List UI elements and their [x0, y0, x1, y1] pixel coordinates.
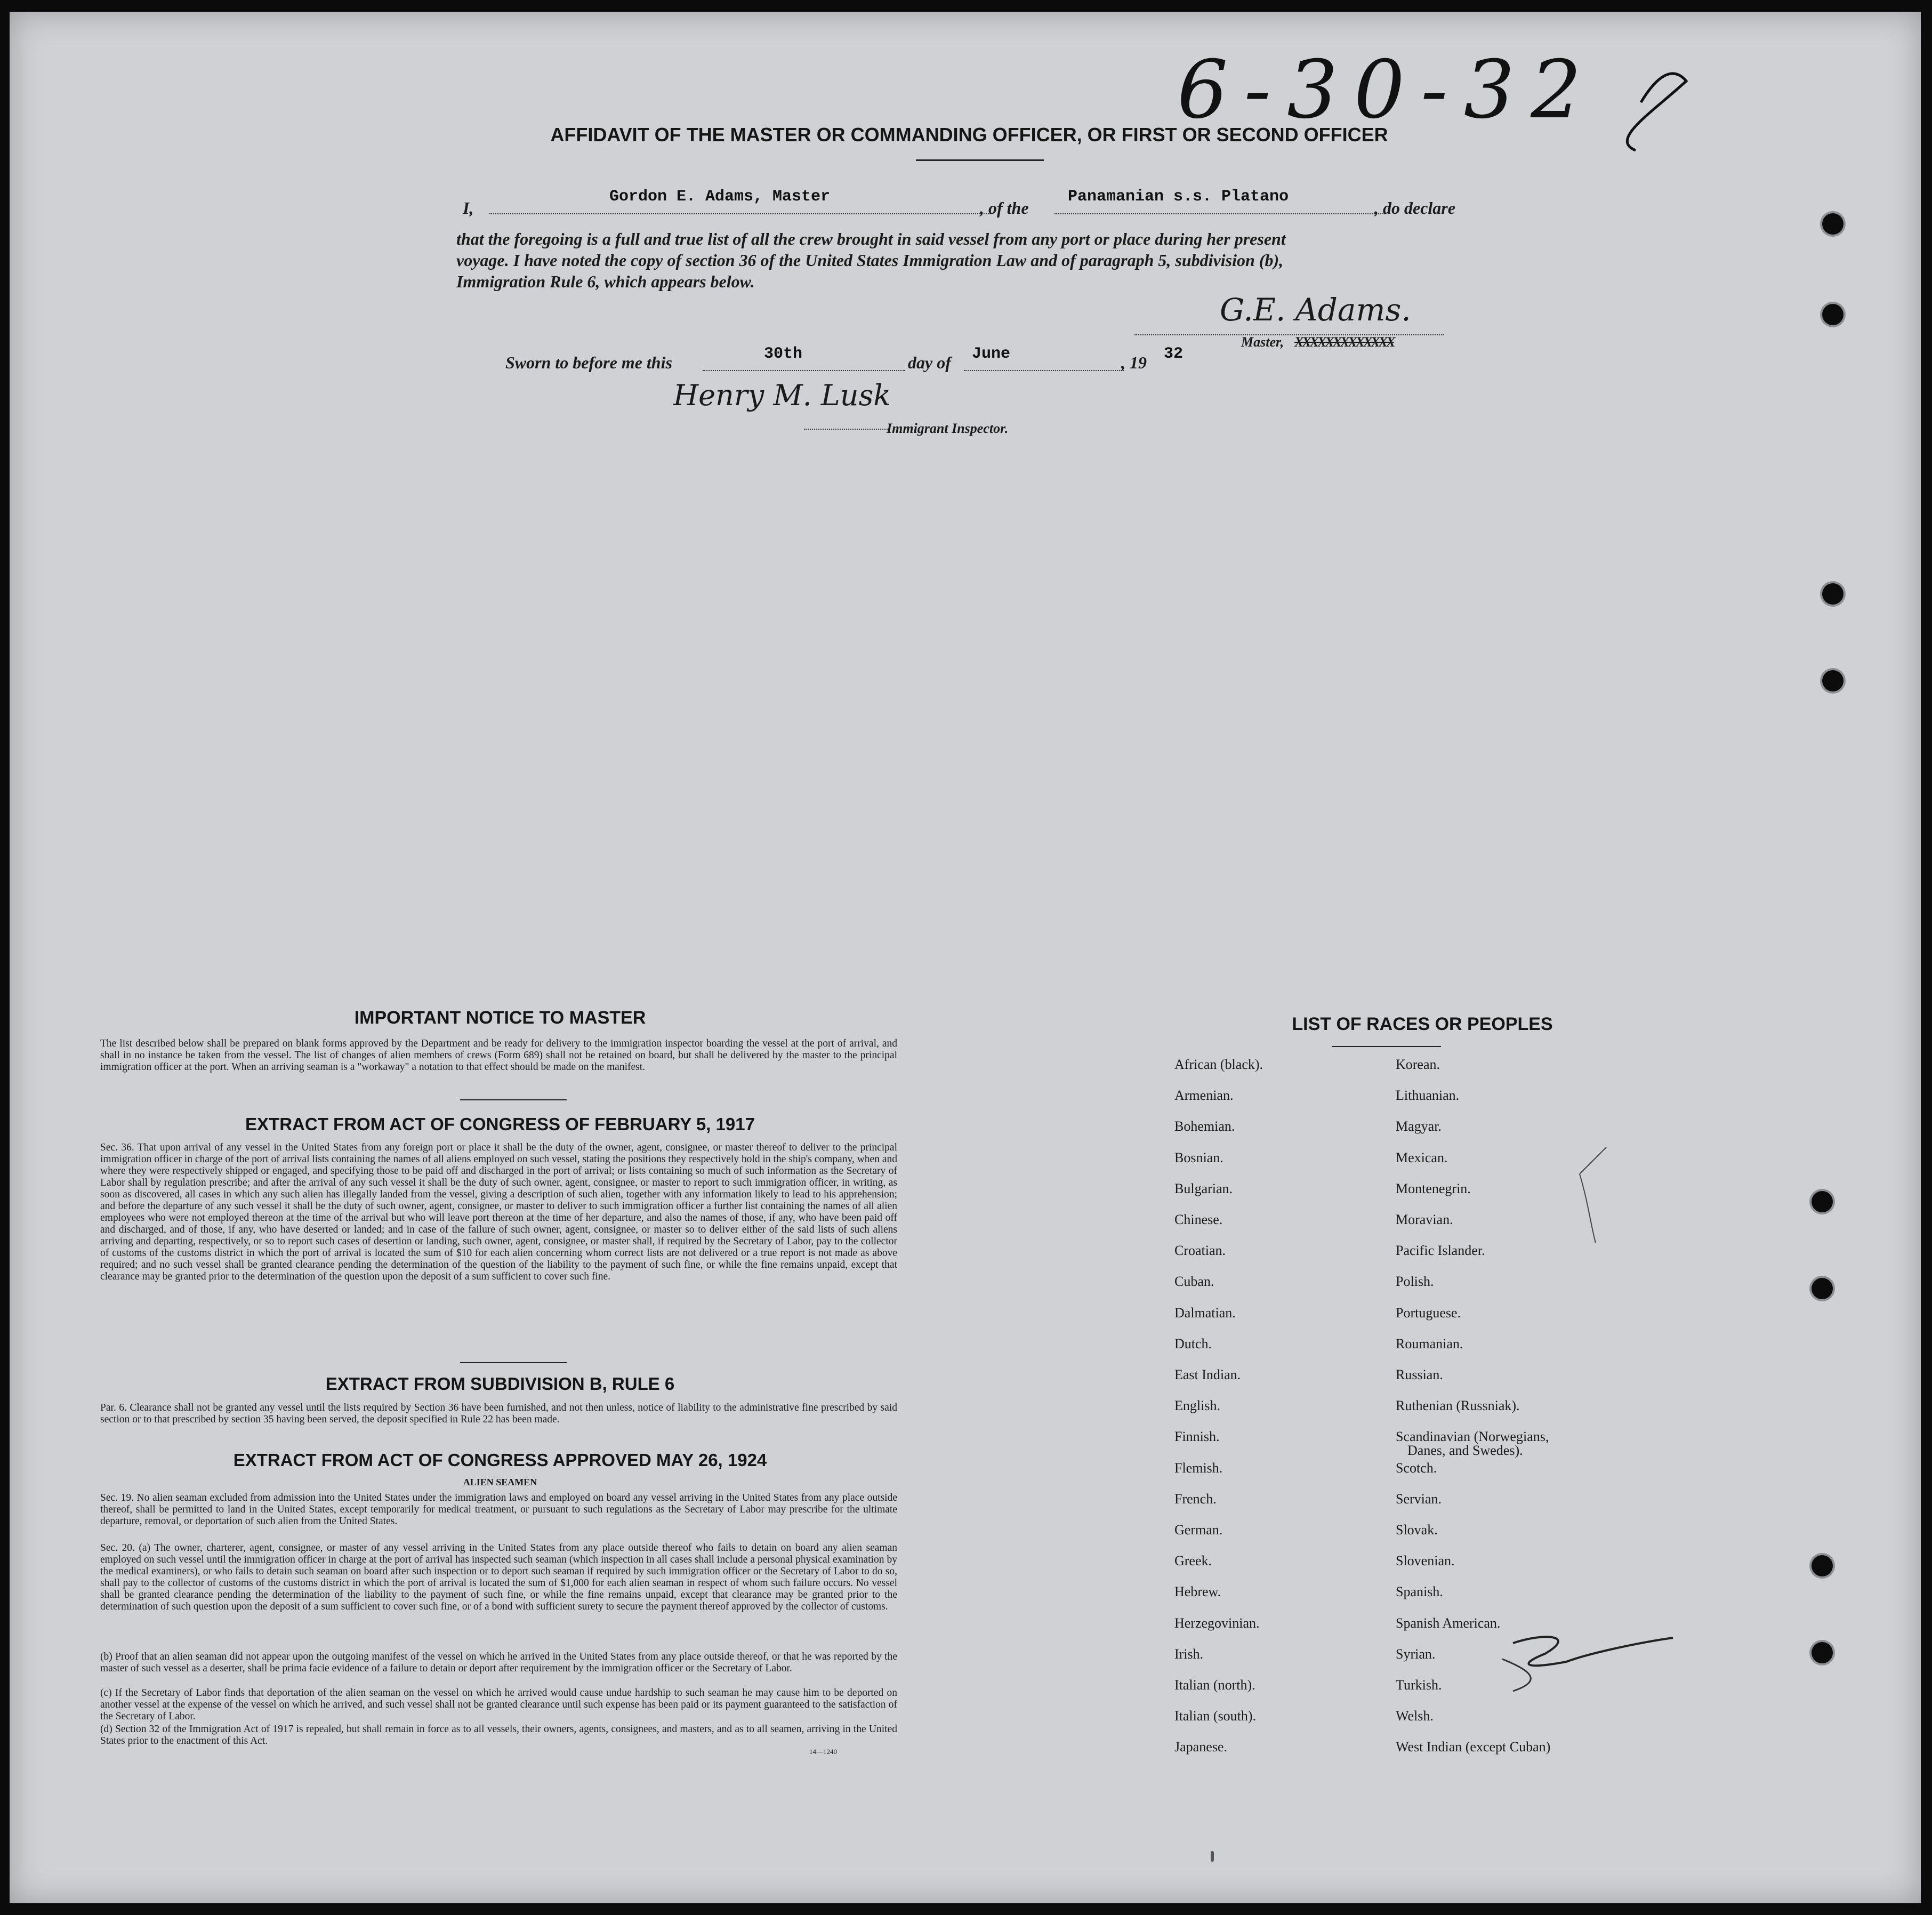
race-right-item: Spanish.	[1396, 1584, 1443, 1600]
race-left-item: Bosnian.	[1174, 1149, 1223, 1165]
race-right-item: Ruthenian (Russniak).	[1396, 1398, 1520, 1414]
notice-title: IMPORTANT NOTICE TO MASTER	[354, 1008, 646, 1028]
race-right-item: Korean.	[1396, 1057, 1440, 1072]
race-left-item: Bulgarian.	[1174, 1180, 1233, 1196]
inspector-label: Immigrant Inspector.	[887, 421, 1009, 436]
sec-20b-text: (b) Proof that an alien seaman did not appear upon the outgoing manifest of the vessel on which he arrived in the United States from any place outside thereof, or that he was reported by the master of such vessel as a deserter, shall be prima facie evidence of a failure to detain or deport after requirement by the immigration officer or the Secretary of Labor.	[100, 1651, 897, 1674]
do-declare-label: , do declare	[1374, 198, 1455, 218]
of-the-label: , of the	[980, 198, 1029, 218]
extract-1917-title: EXTRACT FROM ACT OF CONGRESS OF FEBRUARY 5, 1917	[245, 1114, 755, 1134]
extract-1924-title: EXTRACT FROM ACT OF CONGRESS APPROVED MAY 26, 1924	[233, 1450, 767, 1470]
race-left-item: Italian (south).	[1174, 1708, 1257, 1724]
race-right-item: Pacific Islander.	[1396, 1243, 1485, 1259]
race-right-item: Russian.	[1396, 1367, 1443, 1382]
handwritten-file-number: 6-30-32	[1177, 44, 1598, 136]
race-right-item: West Indian (except Cuban)	[1396, 1739, 1551, 1755]
sworn-label: Sworn to before me this	[505, 353, 672, 372]
race-right-item: Servian.	[1396, 1491, 1442, 1507]
race-left-item: Cuban.	[1174, 1274, 1214, 1290]
race-left-item: Irish.	[1174, 1646, 1204, 1662]
master-label: Master,	[1241, 334, 1284, 350]
pencil-marks	[10, 12, 1921, 1903]
race-left-item: Hebrew.	[1174, 1584, 1221, 1600]
race-right-item: Scandinavian (Norwegians,	[1396, 1429, 1549, 1445]
race-left-item: English.	[1174, 1398, 1220, 1414]
race-right-item: Roumanian.	[1396, 1335, 1463, 1351]
alien-seamen-subtitle: ALIEN SEAMEN	[463, 1477, 537, 1487]
race-left-item: French.	[1174, 1491, 1217, 1507]
race-right-item: Moravian.	[1396, 1212, 1453, 1227]
sworn-day-field: 30th	[764, 345, 803, 363]
master-name-field: Gordon E. Adams, Master	[609, 188, 831, 206]
races-title: LIST OF RACES OR PEOPLES	[1292, 1014, 1553, 1034]
page-crease-mark	[1211, 1851, 1214, 1862]
race-left-item: Italian (north).	[1174, 1677, 1255, 1693]
race-left-item: Armenian.	[1174, 1088, 1234, 1104]
race-left-item: Dutch.	[1174, 1335, 1212, 1351]
day-of-label: day of	[908, 353, 951, 372]
race-left-item: Croatian.	[1174, 1243, 1226, 1259]
inspector-signature: Henry M. Lusk	[673, 379, 891, 412]
race-right-item: Polish.	[1396, 1274, 1434, 1290]
affidavit-title: AFFIDAVIT OF THE MASTER OR COMMANDING OFFICER, OR FIRST OR SECOND OFFICER	[550, 124, 1388, 146]
race-left-item: Greek.	[1174, 1553, 1212, 1569]
race-right-item: Portuguese.	[1396, 1305, 1461, 1321]
race-right-item: Spanish American.	[1396, 1615, 1501, 1631]
race-left-item: Finnish.	[1174, 1429, 1220, 1445]
race-left-item: German.	[1174, 1522, 1223, 1538]
race-right-item: Slovak.	[1396, 1522, 1438, 1538]
race-right-item: Welsh.	[1396, 1708, 1434, 1724]
race-right-item: Syrian.	[1396, 1646, 1436, 1662]
sec-20c-text: (c) If the Secretary of Labor finds that deportation of the alien seaman on the vessel on which he arrived would cause undue hardship to such seaman he may cause him to be deported on another vessel at the expense of the vessel on which he arrived, and such vessel shall not be granted clearance until such expense has been paid or its payment guaranteed to the satisfaction of the Secretary of Labor.	[100, 1687, 897, 1722]
affidavit-line-3: voyage. I have noted the copy of section 36 of the United States Immigration Law and of paragraph 5, subdivision (b),	[456, 251, 1284, 270]
year-field: 32	[1164, 345, 1184, 363]
race-left-item: East Indian.	[1174, 1367, 1241, 1382]
race-left-item: African (black).	[1174, 1057, 1263, 1072]
notice-body: The list described below shall be prepared on blank forms approved by the Department and be ready for delivery to the immigration inspector boarding the vessel at the port of arrival, and shall in no instance be taken from the vessel. The list of changes of alien members of crews (Form 689) shall not be retained on board, but shall be delivered by the master to the principal immigration officer at the port. When an arriving seaman is a "workaway" a notation to that effect should be made on the manifest.	[100, 1038, 897, 1073]
form-number: 14—1240	[809, 1748, 837, 1756]
race-right-item: Turkish.	[1396, 1677, 1442, 1693]
race-scandinavian-continuation: Danes, and Swedes).	[1407, 1443, 1523, 1458]
vessel-name-field: Panamanian s.s. Platano	[1068, 188, 1289, 206]
race-left-item: Flemish.	[1174, 1460, 1223, 1476]
year-prefix-label: , 19	[1121, 353, 1147, 372]
document-page	[10, 12, 1921, 1903]
affidavit-line-4: Immigration Rule 6, which appears below.	[456, 272, 755, 291]
sec-19-text: Sec. 19. No alien seaman excluded from admission into the United States under the immigration laws and employed on board any vessel arriving in the United States from any place outside thereof, shall be permitted to land in the United States, except temporarily for medical treatment, or pursuant to such regulations as the Secretary of Labor may prescribe for the ultimate departure, removal, or deportation of such alien from the United States.	[100, 1492, 897, 1527]
master-signature: G.E. Adams.	[1220, 292, 1411, 328]
extract-1917-body: Sec. 36. That upon arrival of any vessel in the United States from any foreign port or place it shall be the duty of the owner, agent, consignee, or master thereof to deliver to the principal immigration officer in charge of the port of arrival lists containing the names of all aliens employed on such vessel, stating the positions they respectively hold in the ship's company, when and where they were respectively shipped or engaged, and specifying those to be paid off and discharged in the port of arrival; or lists containing so much of such information as the Secretary of Labor shall by regulation prescribe; and after the arrival of any such vessel it shall be the duty of such owner, agent, consignee, or master to report to such immigration officer, in writing, as soon as discovered, all cases in which any such alien has illegally landed from the vessel, giving a description of such alien, together with any information likely to lead to his apprehension; and before the departure of any such vessel it shall be the duty of such owner, agent, consignee, or master to deliver to such immigration officer a further list containing the names of all alien employees who were not employed thereon at the time of the arrival but who will leave port thereon at the time of her departure, and also the names of those, if any, who have been paid off and discharged, and of those, if any, who have deserted or landed; and in case of the failure of such owner, agent, consignee, or master so to deliver either of the said lists of such aliens arriving and departing, respectively, or so to report such cases of desertion or landing, such owner, agent, consignee, or master shall, if required by the Secretary of Labor, pay to the collector of customs of the customs district in which the port of arrival is located the sum of $10 for each alien concerning whom correct lists are not delivered or a true report is not made as above required; and no such vessel shall be granted clearance pending the determination of the question of the liability to the payment of such fine, or while the fine remains unpaid, except that clearance may be granted prior to the determination of the question upon the deposit of a sum sufficient to cover such fine.	[100, 1142, 897, 1282]
race-right-item: Slovenian.	[1396, 1553, 1455, 1569]
sec-20a-text: Sec. 20. (a) The owner, charterer, agent, consignee, or master of any vessel arriving in the United States from any place outside thereof who fails to detain on board any alien seaman employed on such vessel until the immigration officer in charge at the port of arrival has inspected such seaman (which inspection in all cases shall include a personal physical examination by the medical examiners), or who fails to detain such seaman on board after such inspection or to deport such seaman if required by such immigration officer or the Secretary of Labor to do so, shall pay to the collector of customs of the customs district in which the port of arrival is located the sum of $1,000 for each alien seaman in respect of whom such failure occurs. No vessel shall be granted clearance pending the determination of the liability to the payment of such fine, or while the fine remains unpaid, except that clearance may be granted prior to the determination of such question upon the deposit of a sum sufficient to cover such fine, or of a bond with sufficient surety to secure the payment thereof approved by the collector of customs.	[100, 1542, 897, 1612]
race-right-item: Montenegrin.	[1396, 1180, 1471, 1196]
race-left-item: Bohemian.	[1174, 1119, 1235, 1134]
race-left-item: Dalmatian.	[1174, 1305, 1236, 1321]
race-right-item: Mexican.	[1396, 1149, 1448, 1165]
sec-20d-text: (d) Section 32 of the Immigration Act of 1917 is repealed, but shall remain in force as to all vessels, their owners, agents, consignees, and masters, and as to all seamen, arriving in the United States prior to the enactment of this Act.	[100, 1724, 897, 1747]
race-left-item: Chinese.	[1174, 1212, 1223, 1227]
struck-title: XXXXXXXXXXXXX	[1294, 334, 1394, 350]
i-label: I,	[463, 198, 474, 218]
sworn-month-field: June	[972, 345, 1011, 363]
affidavit-line-2: that the foregoing is a full and true list of all the crew brought in said vessel from any port or place during her present	[456, 229, 1286, 248]
race-right-item: Scotch.	[1396, 1460, 1437, 1476]
race-left-item: Japanese.	[1174, 1739, 1227, 1755]
race-right-item: Magyar.	[1396, 1119, 1442, 1134]
race-left-item: Herzegovinian.	[1174, 1615, 1260, 1631]
extract-rule6-body: Par. 6. Clearance shall not be granted any vessel until the lists required by Section 36 have been furnished, and not then unless, notice of liability to the administrative fine prescribed by said section or to that prescribed by section 35 having been served, the deposit specified in Rule 22 has been made.	[100, 1402, 897, 1425]
race-right-item: Lithuanian.	[1396, 1088, 1460, 1104]
extract-rule6-title: EXTRACT FROM SUBDIVISION B, RULE 6	[325, 1374, 675, 1394]
